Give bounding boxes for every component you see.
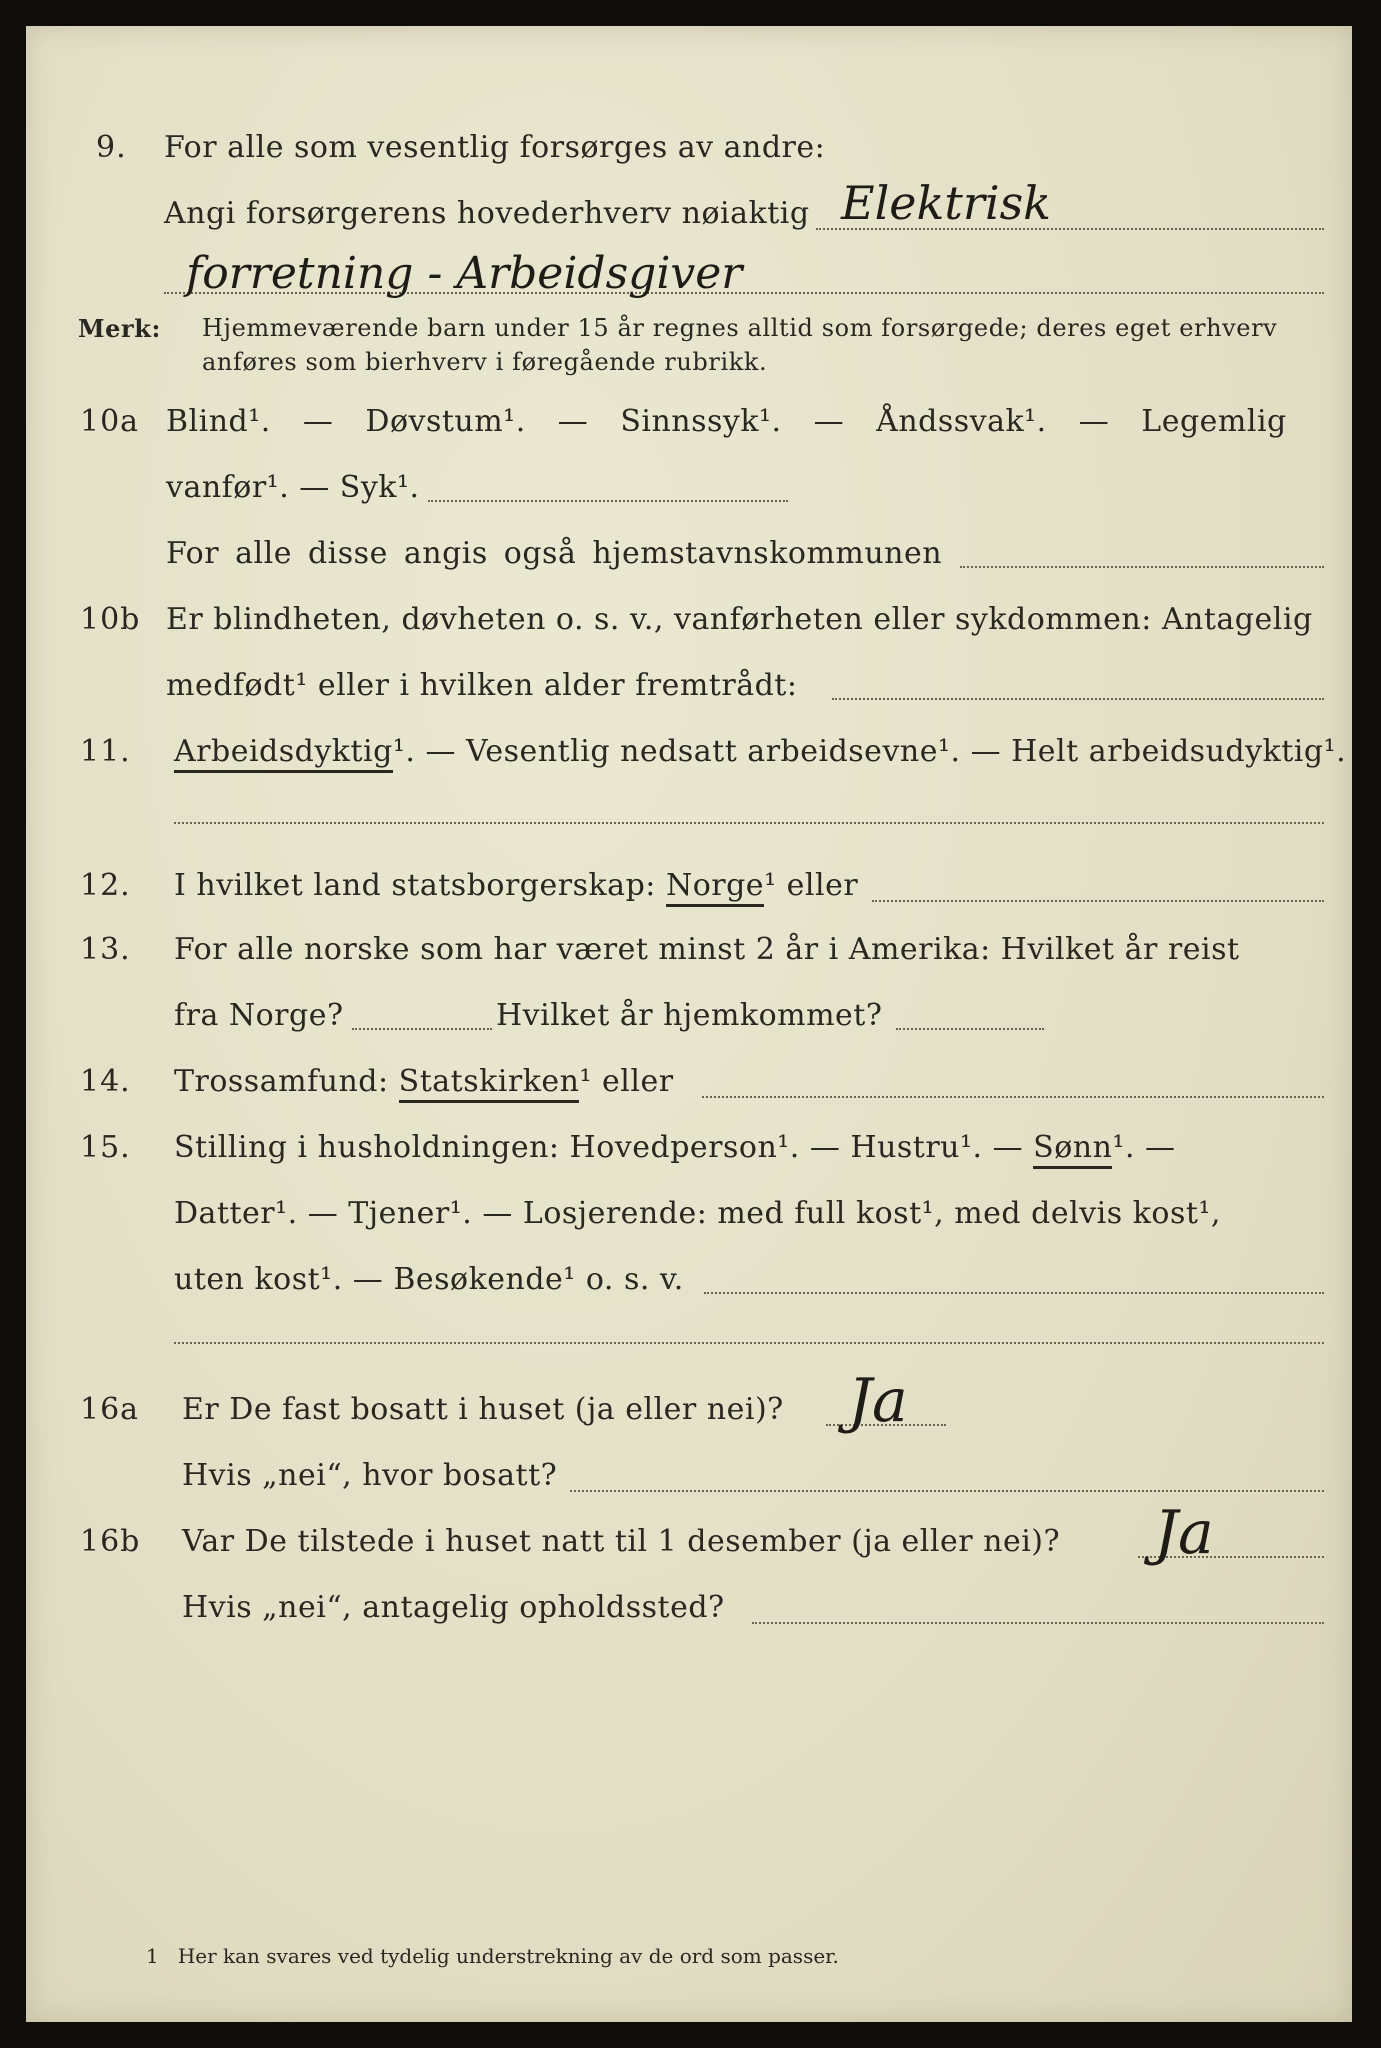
q9-line2-label: Angi forsørgerens hovederhverv nøiaktig bbox=[164, 196, 810, 231]
q15-line1-pre: Stilling i husholdningen: Hovedperson¹. — Hustru¹. — bbox=[174, 1130, 1024, 1165]
q15-extra-line bbox=[174, 1342, 1324, 1344]
q16a-line2: Hvis „nei“, hvor bosatt? bbox=[182, 1458, 558, 1493]
q15-line1 bbox=[174, 1130, 1176, 1165]
q15-line3: uten kost¹. — Besøkende¹ o. s. v. bbox=[174, 1262, 684, 1297]
q12-pre: I hvilket land statsborgerskap: bbox=[174, 868, 656, 903]
q10b-line1: Er blindheten, døvheten o. s. v., vanførheten eller sykdommen: Antagelig bbox=[166, 602, 1313, 637]
merk-line1: Hjemmeværende barn under 15 år regnes alltid som forsørgede; deres eget erhverv bbox=[202, 314, 1278, 342]
merk-label: Merk: bbox=[78, 314, 161, 343]
q10b-number: 10b bbox=[80, 602, 141, 637]
q11-line bbox=[174, 734, 1346, 769]
q12-post: ¹ eller bbox=[764, 868, 859, 903]
q11-number: 11. bbox=[80, 734, 131, 769]
q12-line bbox=[174, 868, 858, 903]
q13-hjemkommet-line bbox=[896, 1028, 1044, 1030]
footnote bbox=[146, 1944, 839, 1968]
q16b-line1: Var De tilstede i huset natt til 1 desember (ja eller nei)? bbox=[182, 1524, 1061, 1559]
q11-extra-line bbox=[174, 822, 1324, 824]
footnote-mark: 1 bbox=[146, 1944, 159, 1968]
q14-answer-line bbox=[702, 1096, 1324, 1098]
q16a-line1: Er De fast bosatt i huset (ja eller nei)? bbox=[182, 1392, 784, 1427]
q15-number: 15. bbox=[80, 1130, 131, 1165]
q13-line2a: fra Norge? bbox=[174, 998, 344, 1033]
q12-answer-line bbox=[872, 900, 1324, 902]
q13-line2b: Hvilket år hjemkommet? bbox=[496, 998, 883, 1033]
q13-number: 13. bbox=[80, 932, 131, 967]
q12-number: 12. bbox=[80, 868, 131, 903]
q12-option-norge-underlined: Norge bbox=[666, 868, 764, 907]
q16b-number: 16b bbox=[80, 1524, 141, 1559]
q14-number: 14. bbox=[80, 1064, 131, 1099]
q13-reist-line bbox=[352, 1028, 492, 1030]
q14-post: ¹ eller bbox=[579, 1064, 674, 1099]
q10a-number: 10a bbox=[80, 404, 140, 439]
q10a-answer-line bbox=[428, 500, 788, 502]
q14-pre: Trossamfund: bbox=[174, 1064, 389, 1099]
q15-option-sonn-underlined: Sønn bbox=[1033, 1130, 1112, 1169]
q9-number: 9. bbox=[96, 130, 127, 165]
q10b-line2: medfødt¹ eller i hvilken alder fremtrådt: bbox=[166, 668, 798, 703]
q9-handwritten-answer-1: Elektrisk bbox=[841, 176, 1052, 230]
q13-line1: For alle norske som har været minst 2 år i Amerika: Hvilket år reist bbox=[174, 932, 1240, 967]
q16a-number: 16a bbox=[80, 1392, 140, 1427]
q14-line bbox=[174, 1064, 674, 1099]
q15-line1-post: ¹. — bbox=[1112, 1130, 1176, 1165]
q16a-bosatt-line bbox=[570, 1490, 1324, 1492]
q15-answer-line bbox=[704, 1292, 1324, 1294]
q16a-handwritten-answer: Ja bbox=[848, 1366, 908, 1436]
footnote-text: Her kan svares ved tydelig understrekning av de ord som passer. bbox=[177, 1944, 839, 1968]
q9-handwritten-answer-2: forretning - Arbeidsgiver bbox=[186, 248, 743, 299]
q9-line1: For alle som vesentlig forsørges av andre: bbox=[164, 130, 826, 165]
q14-option-statskirken-underlined: Statskirken bbox=[399, 1064, 580, 1103]
q10a-hjemstavn-line bbox=[960, 566, 1324, 568]
census-form-page bbox=[26, 26, 1352, 2022]
q10a-line3: For alle disse angis også hjemstavnskommunen bbox=[166, 536, 943, 571]
q10b-answer-line bbox=[832, 698, 1324, 700]
q15-line2: Datter¹. — Tjener¹. — Losjerende: med full kost¹, med delvis kost¹, bbox=[174, 1196, 1221, 1231]
q10a-line1: Blind¹. — Døvstum¹. — Sinnssyk¹. — Åndssvak¹. — Legemlig bbox=[166, 404, 1287, 439]
q16b-handwritten-answer: Ja bbox=[1154, 1498, 1214, 1568]
q16b-opholdssted-line bbox=[752, 1622, 1324, 1624]
q10a-line2: vanfør¹. — Syk¹. bbox=[166, 470, 420, 505]
q11-option-arbeidsdyktig-underlined: Arbeidsdyktig bbox=[174, 734, 393, 773]
merk-line2: anføres som bierhverv i føregående rubrikk. bbox=[202, 348, 768, 376]
q11-rest: ¹. — Vesentlig nedsatt arbeidsevne¹. — Helt arbeidsudyktig¹. bbox=[392, 734, 1347, 769]
q16b-line2: Hvis „nei“, antagelig opholdssted? bbox=[182, 1590, 725, 1625]
